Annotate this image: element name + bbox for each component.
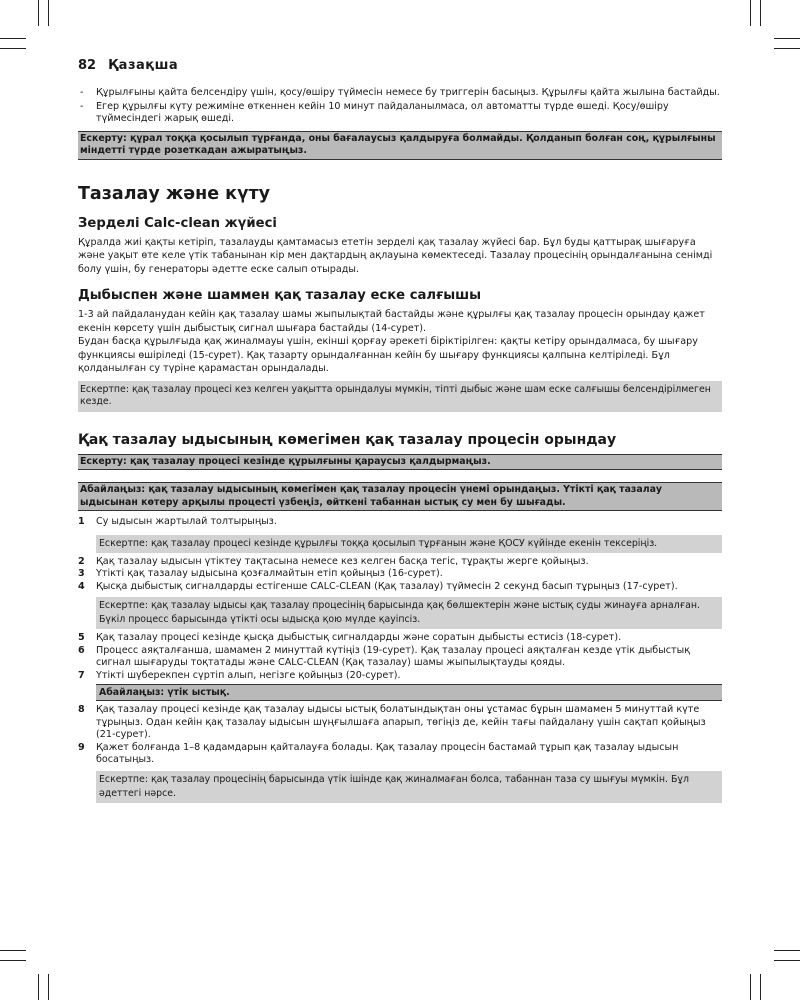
list-item: - Құрылғыны қайта белсендіру үшін, қосу/өшіру түймесін немесе бу триггерін басыңыз. Құрылғы қайта жылына бастайды. xyxy=(78,87,722,100)
step-item xyxy=(78,556,722,569)
crop-mark xyxy=(48,974,49,1000)
step-item xyxy=(78,645,722,670)
step-item xyxy=(78,516,722,529)
reminder-text-2: Будан басқа құрылғыда қақ жиналмауы үшін, екінші қорғау әрекеті біріктірілген: қақты кетіру орындалмаса, бу шығару функциясы өшіріледі (15-сурет). Қақ тазарту орындалғаннан кейін бу шығару функциясы қалпына келтіріледі. Бұл қолданылған су түріне қарамастан орындалады. xyxy=(78,336,698,374)
section-title: Тазалау және күту xyxy=(78,183,271,204)
step-text: Қақ тазалау процесі кезінде қысқа дыбыстық сигналдарды және соратын дыбысты естисіз (18-сурет). xyxy=(96,632,622,643)
crop-mark xyxy=(750,0,751,26)
crop-mark xyxy=(760,974,761,1000)
crop-mark xyxy=(0,48,26,49)
page-language: Қазақша xyxy=(108,58,179,73)
step-item xyxy=(78,742,722,767)
reminder-text-1: 1-3 ай пайдаланудан кейін қақ тазалау шамы жыпылықтай бастайды және құрылғы қақ тазалау процесін орындау қажет екенін көрсету үшін дыбыстық сигнал шығара бастайды (14-сурет). xyxy=(78,309,705,334)
calc-clean-heading: Зерделі Calc-clean жүйесі xyxy=(78,215,277,231)
step-text: Үтікті қақ тазалау ыдысына қозғалмайтын етіп қойыңыз (16-сурет). xyxy=(96,568,443,579)
step-number: 4 xyxy=(78,580,85,592)
step-note: Ескертпе: қақ тазалау процесінің барысында үтік ішінде қақ жиналмаған болса, табаннан таза су шығуы мүмкін. Бұл әдеттегі нәрсе. xyxy=(96,771,722,803)
reminder-heading: Дыбыспен және шаммен қақ тазалау еске салғышы xyxy=(78,288,482,303)
crop-mark xyxy=(0,960,26,961)
crop-mark xyxy=(0,38,26,39)
page-content xyxy=(78,58,722,806)
step-number: 3 xyxy=(78,568,85,579)
step-number: 7 xyxy=(78,669,85,681)
descale-steps xyxy=(78,516,722,803)
step-item xyxy=(78,581,722,594)
crop-mark xyxy=(48,0,49,26)
crop-mark xyxy=(750,974,751,1000)
reminder-note: Ескертпе: қақ тазалау процесі кез келген уақытта орындалуы мүмкін, тіпті дыбыс және шам еске салғышы белсендірілмеген кезде. xyxy=(78,381,722,412)
step-number: 1 xyxy=(78,516,85,527)
step-item xyxy=(78,670,722,683)
step-warning: Абайлаңыз: үтік ыстық. xyxy=(96,684,722,701)
crop-mark xyxy=(38,974,39,1000)
step-text: Үтікті шүберекпен сүртіп алып, негізге қойыңыз (20-сурет). xyxy=(96,669,401,681)
crop-mark xyxy=(774,960,800,961)
step-text: Қақ тазалау процесі кезінде қақ тазалау ыдысы ыстық болатындықтан оны ұстамас бұрын шамамен 5 минуттай күте тұрыңыз. Одан кейін қақ тазалау ыдысын шүңғылшаға апарып, төгіңіз де, кейін тағы пайдалану үшін сақтап қойыңыз (21-сурет). xyxy=(96,704,706,740)
crop-mark xyxy=(774,48,800,49)
crop-mark xyxy=(774,950,800,951)
calc-clean-text: Құралда жиі қақты кетіріп, тазалауды қамтамасыз ететін зерделі қақ тазалау жүйесі бар. Бұл буды қаттырақ шығаруға және уақыт өте келе үтік табанынан кір мен дақтардың ақлауына көмектеседі. Тазалау процесінің орындалғанына сенімді болу үшін, бу генераторы әдетте еске салып отырады. xyxy=(78,236,713,275)
step-text: Процесс аяқталғанша, шамамен 2 минуттай күтіңіз (19-сурет). Қақ тазалау процесі аяқталған кезде үтік дыбыстық сигнал шығаруды тоқтатады және CALC-CLEAN (Қақ тазалау) шамы жыпылықтауды қояды. xyxy=(96,644,691,668)
page-number: 82 xyxy=(78,58,97,73)
descale-caution-box: Ескерту: қақ тазалау процесі кезінде құрылғыны қараусыз қалдырмаңыз. xyxy=(78,454,722,471)
step-number: 8 xyxy=(78,704,85,715)
step-text: Су ыдысын жартылай толтырыңыз. xyxy=(96,516,277,527)
page-header xyxy=(78,58,722,73)
crop-mark xyxy=(760,0,761,26)
crop-mark xyxy=(774,38,800,39)
step-number: 2 xyxy=(78,555,85,567)
step-number: 5 xyxy=(78,632,85,643)
descale-heading: Қақ тазалау ыдысының көмегімен қақ тазалау процесін орындау xyxy=(78,431,617,448)
step-item xyxy=(78,704,722,742)
crop-mark xyxy=(0,950,26,951)
step-text: Қажет болғанда 1–8 қадамдарын қайталауға болады. Қақ тазалау процесін бастамай тұрып қақ тазалау ыдысын босатыңыз. xyxy=(96,741,679,765)
step-text: Қақ тазалау ыдысын үтіктеу тақтасына немесе кез келген басқа тегіс, тұрақты жерге қойыңыз. xyxy=(96,555,589,567)
step-item xyxy=(78,568,722,581)
caution-box: Ескерту: құрал тоққа қосылып тұрғанда, оны бағалаусыз қалдыруға болмайды. Қолданып болған соң, құрылғыны міндетті түрде розеткадан ажыратыңыз. xyxy=(78,131,722,160)
step-number: 6 xyxy=(78,644,85,656)
crop-mark xyxy=(38,0,39,26)
step-text: Қысқа дыбыстық сигналдарды естігенше CALC-CLEAN (Қақ тазалау) түймесін 2 секунд басып тұрыңыз (17-сурет). xyxy=(96,580,678,592)
descale-warning-box: Абайлаңыз: қақ тазалау ыдысының көмегімен қақ тазалау процесін үнемі орындаңыз. Үтікті қақ тазалау ыдысынан көтеру арқылы процесті үзбеңіз, өйткені табаннан ыстық су мен бу шығады. xyxy=(78,482,722,511)
step-note: Ескертпе: қақ тазалау процесі кезінде құрылғы тоққа қосылып тұрғанын және ҚОСУ күйінде екенін тексеріңіз. xyxy=(96,535,722,553)
step-note: Ескертпе: қақ тазалау ыдысы қақ тазалау процесінің барысында қақ бөлшектерін және ыстық суды жинауға арналған. Бүкіл процесс барысында үтікті осы ыдысқа қою мүлде қауіпсіз. xyxy=(96,597,722,629)
step-number: 9 xyxy=(78,741,85,753)
list-item: - Егер құрылғы күту режиміне өткеннен кейін 10 минут пайдаланылмаса, ол автоматты түрде өшеді. Қосу/өшіру түймесіндегі жарық өшеді. xyxy=(78,101,722,126)
step-item xyxy=(78,632,722,645)
intro-bullet-list xyxy=(78,87,722,126)
